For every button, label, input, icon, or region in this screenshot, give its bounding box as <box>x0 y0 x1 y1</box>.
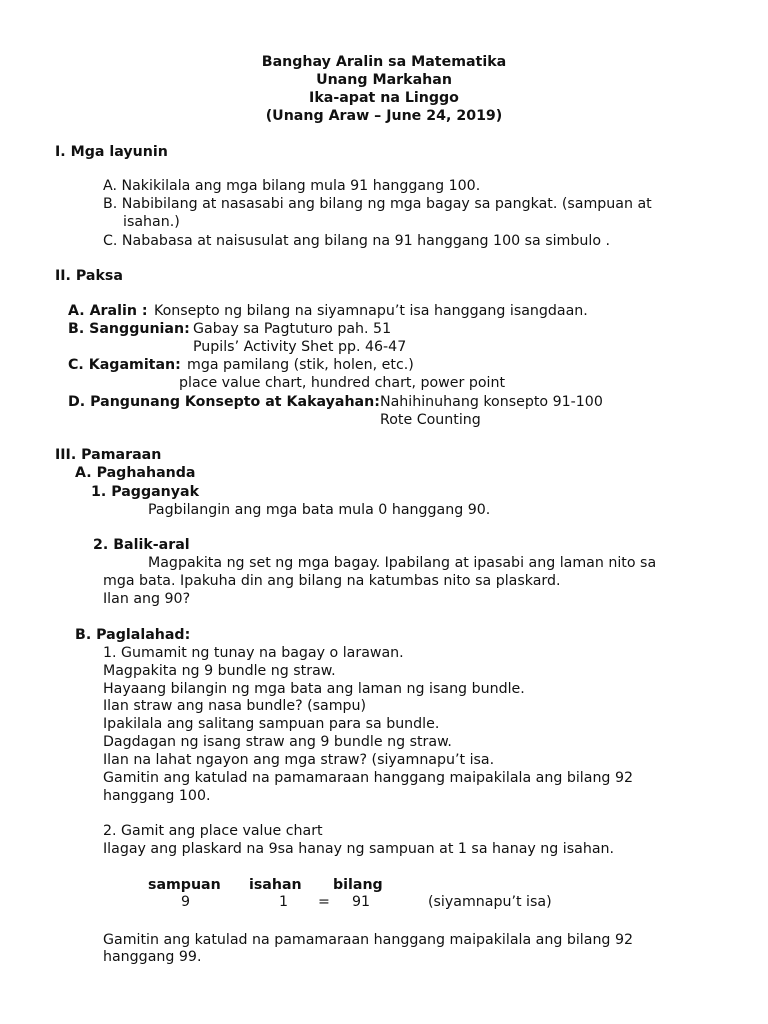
table-value-bilang: 91 <box>352 894 371 910</box>
paksa-c-label: C. Kagamitan: <box>68 357 181 373</box>
place-value-intro: 2. Gamit ang place value chart <box>103 823 323 839</box>
objective-b: B. Nabibilang at nasasabi ang bilang ng mga bagay sa pangkat. (sampuan at <box>103 196 652 212</box>
balik-aral-text-3: Ilan ang 90? <box>103 591 191 607</box>
balik-aral-text-1: Magpakita ng set ng mga bagay. Ipabilang at ipasabi ang laman nito sa <box>148 555 657 571</box>
paksa-c-text-2: place value chart, hundred chart, power point <box>179 375 506 391</box>
table-value-sampuan: 9 <box>181 894 191 910</box>
paglalahad-line-7: Ilan na lahat ngayon ang mga straw? (siyamnapu’t isa. <box>103 752 495 768</box>
table-header-isahan: isahan <box>249 877 302 893</box>
closing-line-2: hanggang 99. <box>103 949 202 965</box>
paksa-a-label: A. Aralin : <box>68 303 148 319</box>
paksa-a-text: Konsepto ng bilang na siyamnapu’t isa hanggang isangdaan. <box>154 303 588 319</box>
objective-c: C. Nababasa at naisusulat ang bilang na 91 hanggang 100 sa simbulo . <box>103 233 611 249</box>
place-value-instruction: Ilagay ang plaskard na 9sa hanay ng sampuan at 1 sa hanay ng isahan. <box>103 841 615 857</box>
section-1-heading: I. Mga layunin <box>55 144 168 160</box>
table-header-sampuan: sampuan <box>148 877 221 893</box>
paglalahad-heading: B. Paglalahad: <box>75 627 191 643</box>
paglalahad-line-3: Hayaang bilangin ng mga bata ang laman ng isang bundle. <box>103 681 525 697</box>
objective-a: A. Nakikilala ang mga bilang mula 91 hanggang 100. <box>103 178 481 194</box>
paglalahad-line-5: Ipakilala ang salitang sampuan para sa bundle. <box>103 716 440 732</box>
table-equals: = <box>318 894 330 910</box>
doc-day: (Unang Araw – June 24, 2019) <box>265 108 503 124</box>
balik-aral-heading: 2. Balik-aral <box>93 537 190 553</box>
paksa-d-text-2: Rote Counting <box>380 412 481 428</box>
objective-b-cont: isahan.) <box>123 214 180 230</box>
paglalahad-line-6: Dagdagan ng isang straw ang 9 bundle ng straw. <box>103 734 452 750</box>
table-value-isahan: 1 <box>279 894 289 910</box>
doc-quarter: Unang Markahan <box>316 72 452 88</box>
section-3-heading: III. Pamaraan <box>55 447 162 463</box>
paksa-b-label: B. Sanggunian: <box>68 321 190 337</box>
paglalahad-line-4: Ilan straw ang nasa bundle? (sampu) <box>103 698 367 714</box>
paglalahad-line-9: hanggang 100. <box>103 788 211 804</box>
paglalahad-line-8: Gamitin ang katulad na pamamaraan hanggang maipakilala ang bilang 92 <box>103 770 634 786</box>
pagganyak-heading: 1. Pagganyak <box>91 484 200 500</box>
paglalahad-line-1: 1. Gumamit ng tunay na bagay o larawan. <box>103 645 404 661</box>
table-header-bilang: bilang <box>333 877 383 893</box>
doc-title: Banghay Aralin sa Matematika <box>261 54 507 70</box>
doc-week: Ika-apat na Linggo <box>309 90 459 106</box>
pagganyak-text: Pagbilangin ang mga bata mula 0 hanggang 90. <box>148 502 491 518</box>
paksa-d-label: D. Pangunang Konsepto at Kakayahan: <box>68 394 380 410</box>
table-value-words: (siyamnapu’t isa) <box>428 894 552 910</box>
balik-aral-text-2: mga bata. Ipakuha din ang bilang na katumbas nito sa plaskard. <box>103 573 561 589</box>
section-2-heading: II. Paksa <box>55 268 123 284</box>
paksa-c-text-1: mga pamilang (stik, holen, etc.) <box>187 357 414 373</box>
paghahanda-heading: A. Paghahanda <box>75 465 196 481</box>
closing-line-1: Gamitin ang katulad na pamamaraan hanggang maipakilala ang bilang 92 <box>103 932 634 948</box>
paksa-d-text-1: Nahihinuhang konsepto 91-100 <box>380 394 603 410</box>
paksa-b-text-2: Pupils’ Activity Shet pp. 46-47 <box>193 339 407 355</box>
paksa-b-text-1: Gabay sa Pagtuturo pah. 51 <box>193 321 392 337</box>
paglalahad-line-2: Magpakita ng 9 bundle ng straw. <box>103 663 336 679</box>
